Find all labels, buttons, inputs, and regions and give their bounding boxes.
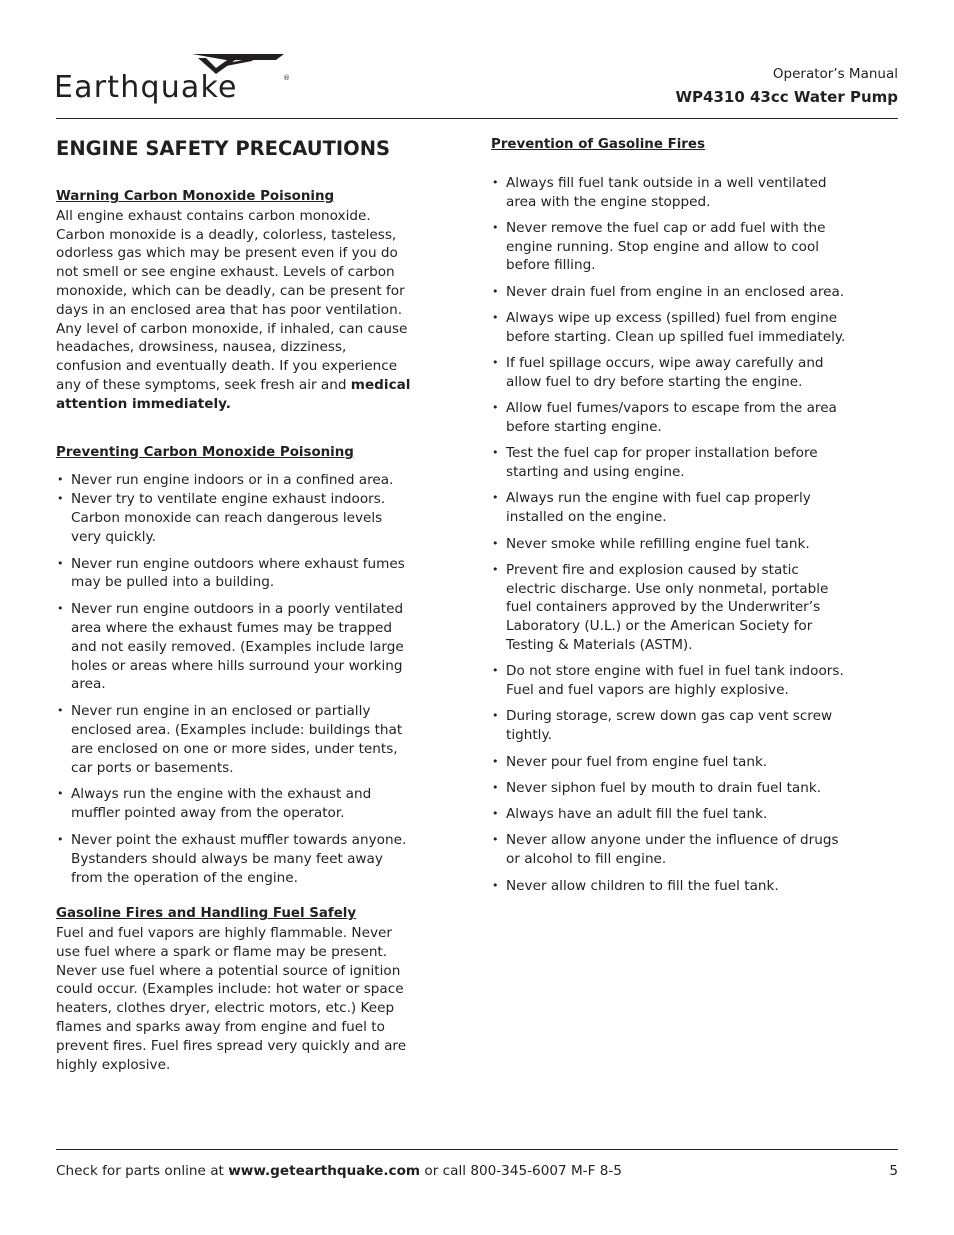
right-column [491,136,851,895]
page-number: 5 [889,1163,898,1179]
fire-prevention-list [491,174,851,896]
co-warning-emphasis: medical attention immediately. [56,376,411,412]
list-item: • Never run engine indoors or in a confined area. [56,471,412,490]
prevention-heading: Preventing Carbon Monoxide Poisoning [56,444,354,460]
gasoline-heading: Gasoline Fires and Handling Fuel Safely [56,906,357,922]
footer-phone: or call 800-345-6007 M-F 8-5 [420,1163,622,1179]
list-item: • If fuel spillage occurs, wipe away carefully and allow fuel to dry before starting the engine. [491,354,851,392]
list-item: • Never run engine in an enclosed or partially enclosed area. (Examples include: buildings that are enclosed on one or more sides, under tents, car ports or basements. [56,702,412,777]
left-column [56,136,412,1074]
fire-prevention-heading: Prevention of Gasoline Fires [491,137,705,152]
list-item: • Always wipe up excess (spilled) fuel from engine before starting. Clean up spilled fuel immediately. [491,309,851,347]
footer-prefix: Check for parts online at [56,1163,229,1179]
list-item: • Prevent fire and explosion caused by static electric discharge. Use only nonmetal, portable fuel containers approved by the Underwriter’s Laboratory (U.L.) or the American Society for Testing & Materials (ASTM). [491,561,851,655]
list-item: • Never run engine outdoors where exhaust fumes may be pulled into a building. [56,555,412,593]
list-item: • Always fill fuel tank outside in a well ventilated area with the engine stopped. [491,174,851,212]
prevention-list [56,471,412,887]
list-item: • Never try to ventilate engine exhaust indoors. Carbon monoxide can reach dangerous levels very quickly. [56,490,412,546]
list-item: • Never allow children to fill the fuel tank. [491,877,851,896]
list-item: • Never siphon fuel by mouth to drain fuel tank. [491,779,851,798]
list-item: • Test the fuel cap for proper installation before starting and using engine. [491,444,851,482]
list-item: • Never pour fuel from engine fuel tank. [491,753,851,772]
registered-mark: ® [283,74,290,82]
list-item: • Always run the engine with fuel cap properly installed on the engine. [491,489,851,527]
logo-wordmark: Earthquake [54,70,238,105]
co-warning-text [56,207,412,414]
list-item: • Always have an adult fill the fuel tank. [491,805,851,824]
header-divider [56,118,898,119]
footer-text [56,1163,622,1179]
list-item: • Never remove the fuel cap or add fuel with the engine running. Stop engine and allow to cool before filling. [491,219,851,275]
section-title: ENGINE SAFETY PRECAUTIONS [56,137,391,160]
list-item: • Never smoke while refilling engine fuel tank. [491,535,851,554]
list-item: • Never drain fuel from engine in an enclosed area. [491,283,851,302]
list-item: • Allow fuel fumes/vapors to escape from the area before starting engine. [491,399,851,437]
brand-logo [54,52,290,114]
list-item: • During storage, screw down gas cap vent screw tightly. [491,707,851,745]
list-item: • Do not store engine with fuel in fuel tank indoors. Fuel and fuel vapors are highly explosive. [491,662,851,700]
footer-divider [56,1149,898,1150]
list-item: • Never run engine outdoors in a poorly ventilated area where the exhaust fumes may be trapped and not easily removed. (Examples include large holes or areas where hills surround your working area. [56,600,412,694]
product-title: WP4310 43cc Water Pump [675,88,898,106]
list-item: • Always run the engine with the exhaust and muffler pointed away from the operator. [56,785,412,823]
list-item: • Never point the exhaust muffler towards anyone. Bystanders should always be many feet away from the operation of the engine. [56,831,412,887]
co-warning-heading: Warning Carbon Monoxide Poisoning [56,189,335,204]
website-link[interactable]: www.getearthquake.com [228,1163,421,1179]
gasoline-text: Fuel and fuel vapors are highly flammable. Never use fuel where a spark or flame may be present. Never use fuel where a potential source of ignition could occur. (Examples include: hot water or space heaters, clothes dryer, electric motors, etc.) Keep flames and sparks away from engine and fuel to prevent fires. Fuel fires spread very quickly and are highly explosive. [56,925,407,1073]
manual-label: Operator’s Manual [772,66,898,82]
co-warning-body: All engine exhaust contains carbon monoxide. Carbon monoxide is a deadly, colorless, tasteless, odorless gas which may be present even if you do not smell or see engine exhaust. Levels of carbon monoxide, which can be deadly, can be present for days in an enclosed area that has poor ventilation. Any level of carbon monoxide, if inhaled, can cause headaches, drowsiness, nausea, dizziness, confusion and eventually death. If you experience any of these symptoms, seek fresh air and [56,207,408,393]
list-item: • Never allow anyone under the influence of drugs or alcohol to fill engine. [491,831,851,869]
